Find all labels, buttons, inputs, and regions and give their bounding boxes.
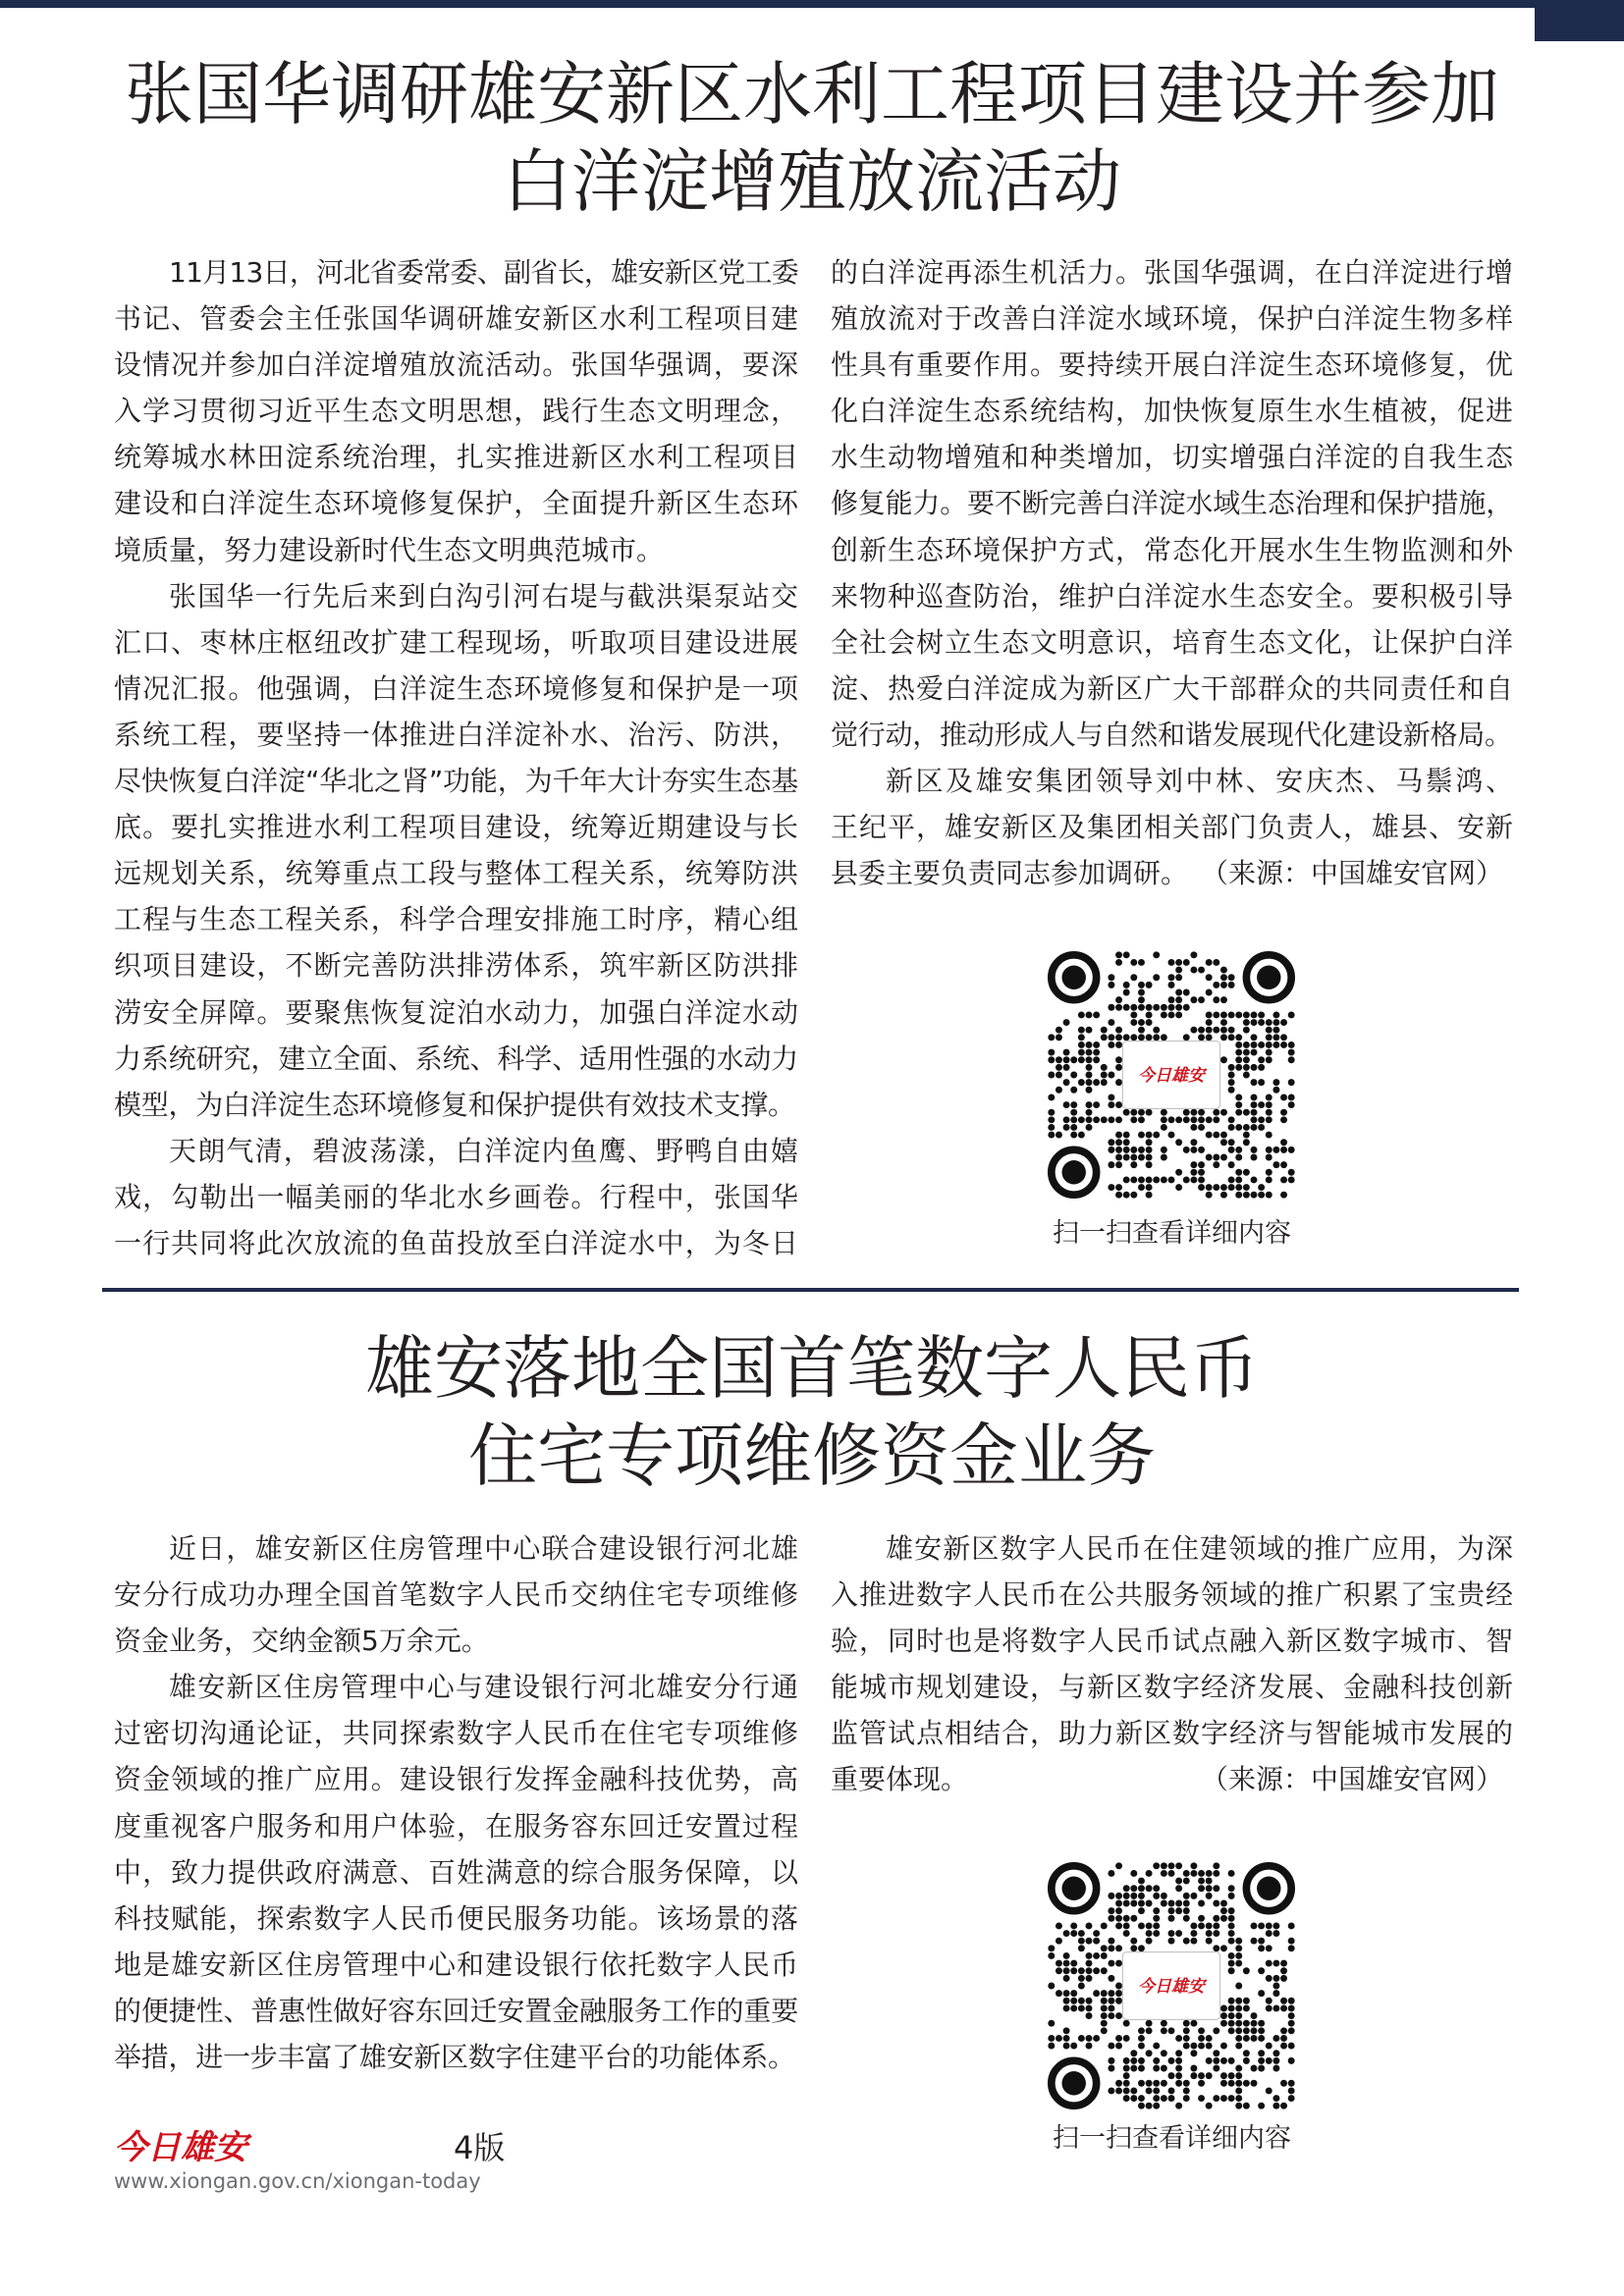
line-text: 的便捷性、普惠性做好容东回迁安置金融服务工作的重要 xyxy=(114,1994,798,2027)
line-text: 模型，为白洋淀生态环境修复和保护提供有效技术支撑。 xyxy=(114,1088,795,1121)
text-line xyxy=(831,758,1513,804)
qr-finder-pattern xyxy=(1052,955,1097,1000)
text-line xyxy=(114,1988,798,2034)
line-text: 织项目建设，不断完善防洪排涝体系，筑牢新区防洪排 xyxy=(114,949,798,983)
line-text: 水生动物增殖和种类增加，切实增强白洋淀的自我生态 xyxy=(831,441,1513,474)
line-text: 性具有重要作用。要持续开展白洋淀生态环境修复，优 xyxy=(831,348,1513,382)
text-line xyxy=(831,850,1513,896)
text-line xyxy=(114,989,798,1036)
text-line xyxy=(831,1618,1513,1664)
text-line xyxy=(114,1849,798,1896)
text-line xyxy=(114,1525,798,1572)
text-line xyxy=(831,712,1513,758)
line-text: 11月13日，河北省委常委、副省长，雄安新区党工委 xyxy=(169,256,798,289)
text-line xyxy=(114,1756,798,1802)
line-text: 入学习贯彻习近平生态文明思想，践行生态文明理念， xyxy=(114,395,798,428)
article-title-line: 张国华调研雄安新区水利工程项目建设并参加 xyxy=(125,54,1499,134)
line-text: 过密切沟通论证，共同探索数字人民币在住宅专项维修 xyxy=(114,1717,798,1750)
text-line xyxy=(114,712,798,758)
line-text: 殖放流对于改善白洋淀水域环境，保护白洋淀生物多样 xyxy=(831,302,1513,336)
text-column-left xyxy=(114,1525,798,2080)
qr-center-logo xyxy=(1122,1041,1219,1109)
section-divider xyxy=(102,1288,1519,1292)
line-text: 能城市规划建设，与新区数字经济发展、金融科技创新 xyxy=(831,1671,1513,1704)
line-text: 安分行成功办理全国首笔数字人民币交纳住宅专项维修 xyxy=(114,1578,798,1612)
text-line xyxy=(831,573,1513,619)
text-line xyxy=(114,342,798,388)
text-line xyxy=(831,666,1513,712)
line-text: 淀、热爱白洋淀成为新区广大干部群众的共同责任和自 xyxy=(831,671,1513,705)
line-text: 天朗气清，碧波荡漾，白洋淀内鱼鹰、野鸭自由嬉 xyxy=(169,1134,798,1167)
text-line xyxy=(831,1710,1513,1756)
line-text: 统筹城水林田淀系统治理，扎实推进新区水利工程项目 xyxy=(114,441,798,474)
line-text: 监管试点相结合，助力新区数字经济与智能城市发展的 xyxy=(831,1717,1513,1750)
line-text: 化白洋淀生态系统结构，加快恢复原生水生植被，促进 xyxy=(831,395,1513,428)
brand-logo: 今日雄安 xyxy=(114,2128,247,2167)
text-line xyxy=(114,1803,798,1849)
line-text: 科技赋能，探索数字人民币便民服务功能。该场景的落 xyxy=(114,1901,798,1935)
line-text: 书记、管委会主任张国华调研雄安新区水利工程项目建 xyxy=(114,302,798,336)
line-text: 尽快恢复白洋淀“华北之肾”功能，为千年大计夯实生态基 xyxy=(114,765,798,798)
text-line xyxy=(114,2034,798,2080)
text-line xyxy=(114,619,798,666)
qr-logo-text: 今日雄安 xyxy=(1138,1066,1205,1086)
text-line xyxy=(114,804,798,850)
line-text: 工程与生态工程关系，科学合理安排施工时序，精心组 xyxy=(114,903,798,936)
text-line xyxy=(831,1664,1513,1710)
qr-code xyxy=(1048,951,1295,1199)
line-text: 力系统研究，建立全面、系统、科学、适用性强的水动力 xyxy=(114,1041,798,1075)
line-text: 近日，雄安新区住房管理中心联合建设银行河北雄 xyxy=(169,1532,798,1565)
line-text: 设情况并参加白洋淀增殖放流活动。张国华强调，要深 xyxy=(114,348,798,382)
line-text: 验，同时也是将数字人民币试点融入新区数字城市、智 xyxy=(831,1625,1513,1658)
text-line xyxy=(114,1082,798,1128)
line-text: 底。要扎实推进水利工程项目建设，统筹近期建设与长 xyxy=(114,811,798,844)
text-line xyxy=(831,804,1513,850)
line-text: 情况汇报。他强调，白洋淀生态环境修复和保护是一项 xyxy=(114,671,798,705)
top-rule xyxy=(0,0,1624,8)
line-text: 远规划关系，统筹重点工段与整体工程关系，统筹防洪 xyxy=(114,857,798,890)
line-text: 举措，进一步丰富了雄安新区数字住建平台的功能体系。 xyxy=(114,2041,795,2074)
text-line xyxy=(831,1525,1513,1572)
text-line xyxy=(114,758,798,804)
text-line xyxy=(831,295,1513,342)
text-line xyxy=(114,942,798,988)
line-text: 度重视客户服务和用户体验，在服务容东回迁安置过程 xyxy=(114,1809,798,1842)
line-text: 戏，勾勒出一幅美丽的华北水乡画卷。行程中，张国华 xyxy=(114,1180,798,1213)
line-text: 雄安新区数字人民币在住建领域的推广应用，为深 xyxy=(886,1532,1513,1565)
line-text: 系统工程，要坚持一体推进白洋淀补水、治污、防洪， xyxy=(114,718,798,751)
text-line xyxy=(831,480,1513,526)
line-text: 王纪平，雄安新区及集团相关部门负责人，雄县、安新 xyxy=(831,811,1513,844)
line-text: 雄安新区住房管理中心与建设银行河北雄安分行通 xyxy=(169,1671,798,1704)
qr-caption: 扫一扫查看详细内容 xyxy=(1053,1218,1291,1249)
text-line xyxy=(831,1572,1513,1618)
line-text: 资金业务，交纳金额5万余元。 xyxy=(114,1625,489,1658)
line-text: 觉行动，推动形成人与自然和谐发展现代化建设新格局。 xyxy=(831,718,1512,751)
text-line xyxy=(831,388,1513,434)
line-text: 资金领域的推广应用。建设银行发挥金融科技优势，高 xyxy=(114,1763,798,1796)
source-credit: （来源：中国雄安官网） xyxy=(1200,1763,1503,1796)
text-line xyxy=(114,434,798,480)
text-line xyxy=(114,1174,798,1220)
line-text: 新区及雄安集团领导刘中林、安庆杰、马鬃鸿、 xyxy=(886,765,1513,798)
qr-logo-text: 今日雄安 xyxy=(1138,1977,1205,1997)
text-line xyxy=(114,480,798,526)
source-credit: （来源：中国雄安官网） xyxy=(1200,857,1503,890)
text-line xyxy=(114,1036,798,1082)
article-title xyxy=(0,51,1624,226)
text-line xyxy=(114,1572,798,1618)
text-line xyxy=(114,527,798,573)
text-line xyxy=(831,527,1513,573)
text-line xyxy=(114,295,798,342)
line-text: 修复能力。要不断完善白洋淀水域生态治理和保护措施， xyxy=(831,487,1513,520)
line-text: 一行共同将此次放流的鱼苗投放至白洋淀水中，为冬日 xyxy=(114,1226,798,1259)
corner-tab xyxy=(1535,0,1624,41)
article-title xyxy=(0,1325,1624,1500)
text-line xyxy=(114,850,798,896)
line-text: 全社会树立生态文明意识，培育生态文化，让保护白洋 xyxy=(831,625,1513,659)
line-text: 创新生态环境保护方式，常态化开展水生生物监测和外 xyxy=(831,533,1513,566)
line-text: 县委主要负责同志参加调研。 xyxy=(831,857,1189,890)
site-url[interactable]: www.xiongan.gov.cn/xiongan-today xyxy=(114,2169,481,2193)
text-line xyxy=(831,249,1513,295)
line-text: 重要体现。 xyxy=(831,1763,969,1796)
text-line xyxy=(114,1896,798,1942)
qr-finder-pattern xyxy=(1052,1866,1097,1911)
text-line xyxy=(114,1220,798,1266)
line-text: 来物种巡查防治，维护白洋淀水生态安全。要积极引导 xyxy=(831,579,1513,613)
text-line xyxy=(114,1664,798,1710)
article-title-line: 白洋淀增殖放流活动 xyxy=(503,141,1121,222)
line-text: 张国华一行先后来到白沟引河右堤与截洪渠泵站交 xyxy=(169,579,798,613)
text-line xyxy=(114,1942,798,1988)
text-line xyxy=(831,434,1513,480)
qr-center-logo xyxy=(1122,1952,1219,2020)
line-text: 境质量，努力建设新时代生态文明典范城市。 xyxy=(114,533,665,566)
line-text: 汇口、枣林庄枢纽改扩建工程现场，听取项目建设进展 xyxy=(114,625,798,659)
text-line xyxy=(831,342,1513,388)
text-line xyxy=(114,1710,798,1756)
line-text: 中，致力提供政府满意、百姓满意的综合服务保障，以 xyxy=(114,1855,798,1889)
text-line xyxy=(114,573,798,619)
article-title-line: 住宅专项维修资金业务 xyxy=(468,1415,1156,1496)
text-column-right xyxy=(831,249,1513,896)
line-text: 涝安全屏障。要聚焦恢复淀泊水动力，加强白洋淀水动 xyxy=(114,995,798,1029)
line-text: 地是雄安新区住房管理中心和建设银行依托数字人民币 xyxy=(114,1948,798,1981)
text-column-left xyxy=(114,249,798,1266)
article-title-line: 雄安落地全国首笔数字人民币 xyxy=(365,1328,1259,1409)
line-text: 建设和白洋淀生态环境修复保护，全面提升新区生态环 xyxy=(114,487,798,520)
text-line xyxy=(114,1618,798,1664)
text-line xyxy=(114,666,798,712)
page-number: 4版 xyxy=(454,2129,506,2166)
line-text: 的白洋淀再添生机活力。张国华强调，在白洋淀进行增 xyxy=(831,256,1513,289)
text-line xyxy=(114,388,798,434)
qr-finder-pattern xyxy=(1246,1866,1291,1911)
text-line xyxy=(831,619,1513,666)
qr-finder-pattern xyxy=(1052,2060,1097,2106)
qr-finder-pattern xyxy=(1246,955,1291,1000)
text-column-right xyxy=(831,1525,1513,1803)
text-line xyxy=(114,1128,798,1174)
text-line xyxy=(114,896,798,942)
qr-finder-pattern xyxy=(1052,1149,1097,1195)
text-line xyxy=(114,249,798,295)
line-text: 入推进数字人民币在公共服务领域的推广积累了宝贵经 xyxy=(831,1578,1513,1612)
qr-caption: 扫一扫查看详细内容 xyxy=(1053,2123,1291,2154)
qr-code xyxy=(1048,1862,1295,2109)
text-line xyxy=(831,1756,1513,1802)
